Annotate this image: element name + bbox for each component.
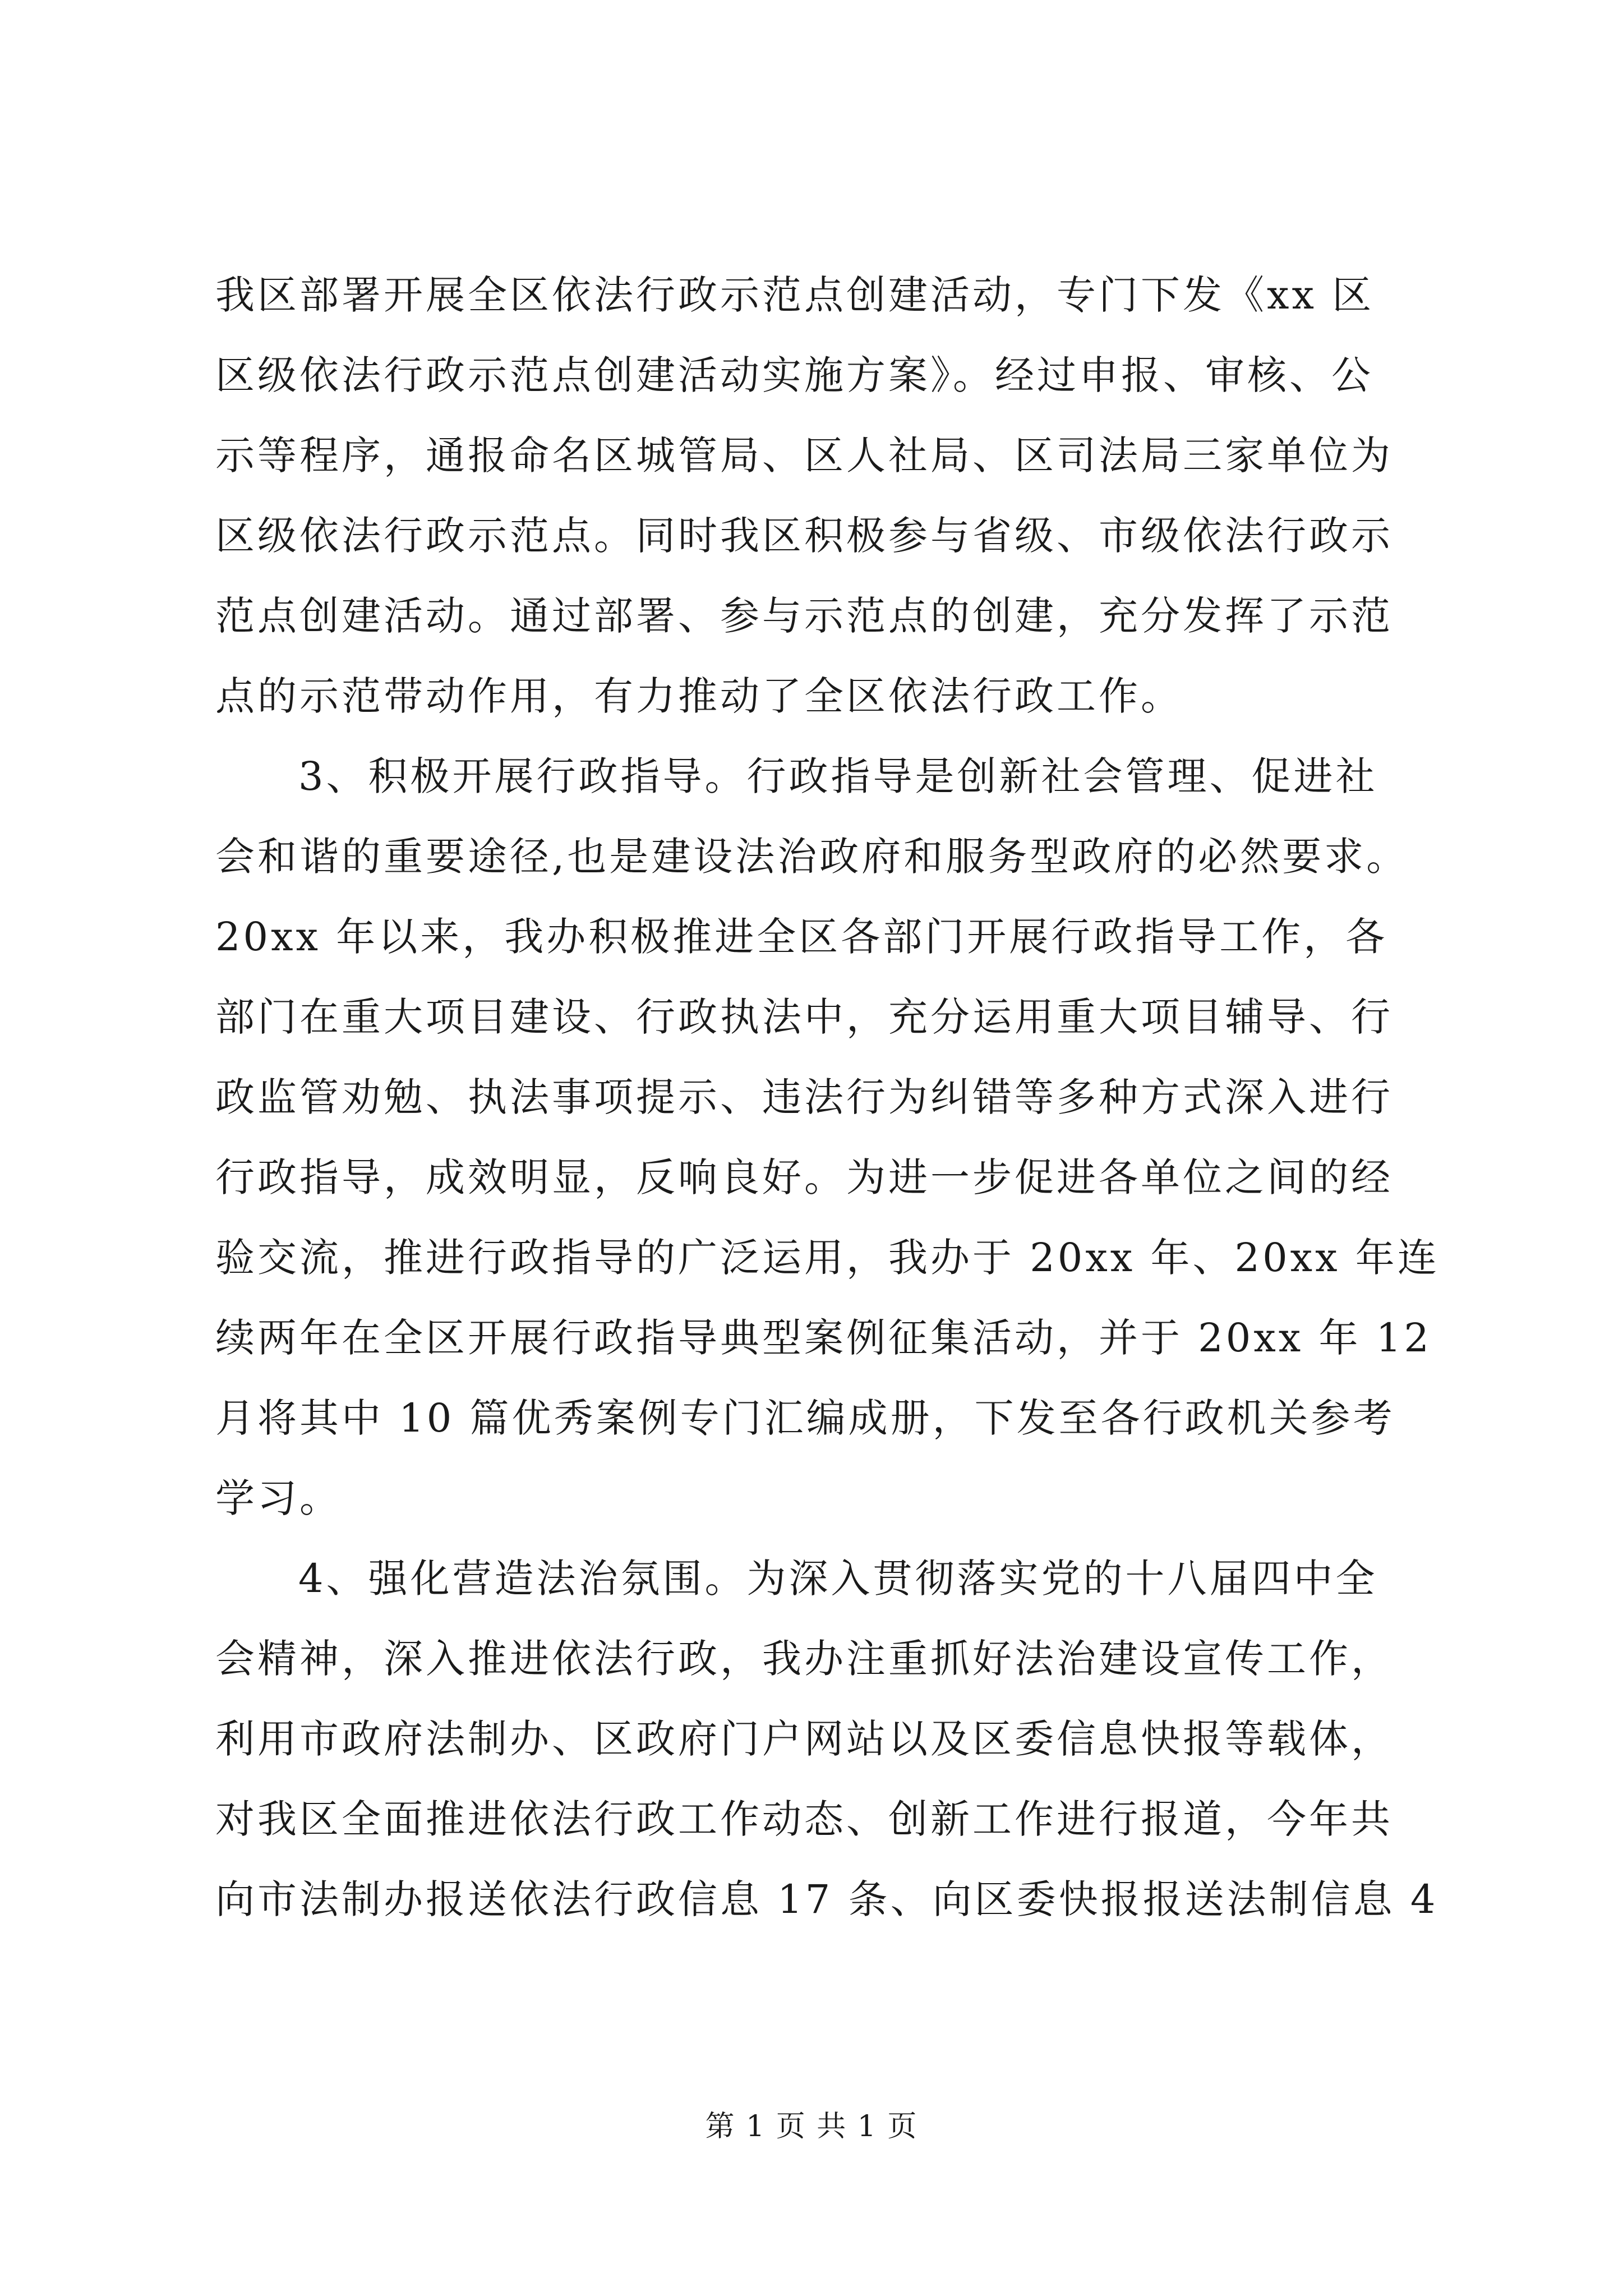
text-line: 部门在重大项目建设、行政执法中，充分运用重大项目辅导、行: [215, 994, 1393, 1040]
text-line: 利用市政府法制办、区政府门户网站以及区委信息快报等载体，: [215, 1716, 1393, 1762]
text-line: 对我区全面推进依法行政工作动态、创新工作进行报道，今年共: [215, 1796, 1393, 1842]
text-line: 学习。: [215, 1475, 342, 1521]
text-line: 验交流，推进行政指导的广泛运用，我办于 20xx 年、20xx 年连: [215, 1235, 1440, 1281]
text-line: 示等程序，通报命名区城管局、区人社局、区司法局三家单位为: [215, 432, 1393, 478]
body-text: [215, 255, 1440, 1940]
text-line: 我区部署开展全区依法行政示范点创建活动，专门下发《xx 区: [215, 272, 1375, 318]
paragraph-start-line: 3、积极开展行政指导。行政指导是创新社会管理、促进社: [298, 753, 1378, 799]
text-line: 20xx 年以来，我办积极推进全区各部门开展行政指导工作，各: [215, 914, 1388, 960]
text-line: 范点创建活动。通过部署、参与示范点的创建，充分发挥了示范: [215, 593, 1393, 639]
text-line: 会精神，深入推进依法行政，我办注重抓好法治建设宣传工作，: [215, 1636, 1393, 1682]
text-line: 会和谐的重要途径,也是建设法治政府和服务型政府的必然要求。: [215, 834, 1409, 880]
text-line: 行政指导，成效明显，反响良好。为进一步促进各单位之间的经: [215, 1154, 1393, 1200]
text-line: 区级依法行政示范点创建活动实施方案》。经过申报、审核、公: [215, 352, 1373, 398]
page-footer: 第 1 页 共 1 页: [705, 2110, 918, 2143]
paragraph-start-line: 4、强化营造法治氛围。为深入贯彻落实党的十八届四中全: [298, 1556, 1378, 1602]
text-line: 向市法制办报送依法行政信息 17 条、向区委快报报送法制信息 4: [215, 1876, 1438, 1922]
text-line: 点的示范带动作用，有力推动了全区依法行政工作。: [215, 673, 1183, 719]
text-line: 区级依法行政示范点。同时我区积极参与省级、市级依法行政示: [215, 513, 1393, 559]
text-line: 续两年在全区开展行政指导典型案例征集活动，并于 20xx 年 12: [215, 1315, 1432, 1361]
text-line: 政监管劝勉、执法事项提示、违法行为纠错等多种方式深入进行: [215, 1074, 1393, 1120]
text-line: 月将其中 10 篇优秀案例专门汇编成册，下发至各行政机关参考: [215, 1395, 1395, 1441]
